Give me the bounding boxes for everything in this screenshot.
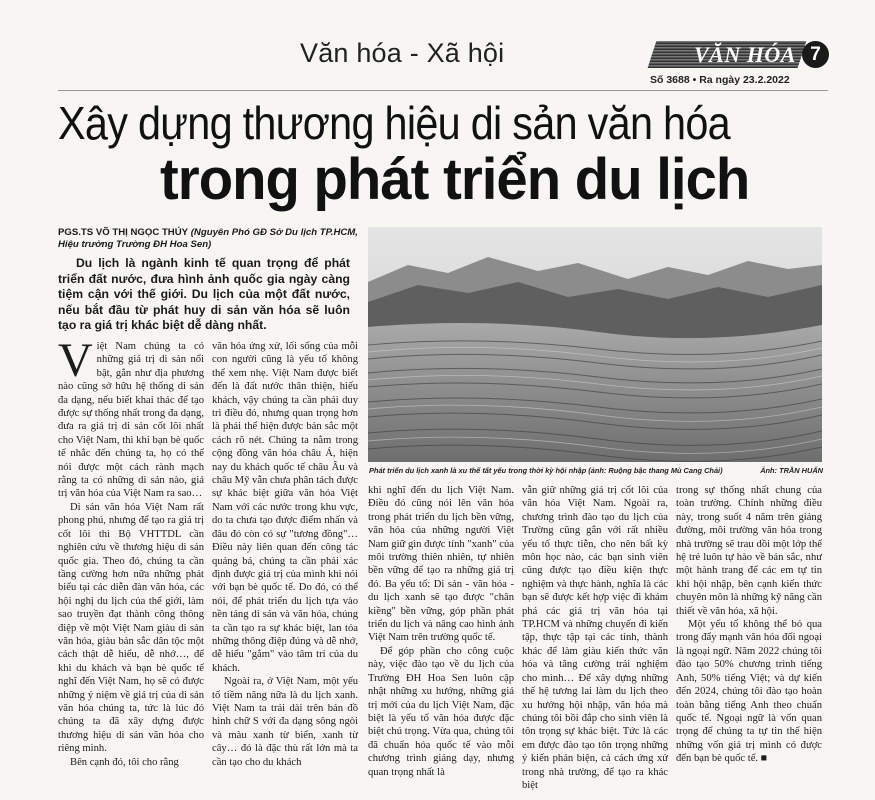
body-column-2: [212, 340, 358, 795]
body-paragraph: khi nghĩ đến du lịch Việt Nam. Điều đó cũng nói lên văn hóa trong phát triển du lịch bền vững, văn hóa của những người Việt Nam giữ gìn được tính "xanh" của môi trường thiên nhiên, tự nhiên bền vững để tạo ra những giá trị đó. Ba yếu tố: Di sản - văn hóa - du lịch xanh sẽ tạo được "chân kiềng" bền vững, góp phần phát triển du lịch và nâng cao hình ảnh Việt Nam trên trường quốc tế.: [368, 485, 514, 644]
body-paragraph: Ngoài ra, ở Việt Nam, một yếu tố tiềm năng nữa là du lịch xanh. Việt Nam ta trải dài trên bản đồ hình chữ S với đa dạng sông ngòi và màu xanh từ biển, xanh từ cây… đó là đặc thù rất lớn mà ta cần tạo cho du khách: [212, 676, 358, 768]
issue-info: Số 3688 • Ra ngày 23.2.2022: [650, 74, 790, 86]
page-number: 7: [802, 41, 829, 68]
body-paragraph: văn hóa ứng xử, lối sống của mỗi con người cũng là yếu tố không thể xem nhẹ. Việt Nam được biết đến là đất nước thân thiện, hiếu khách, vậy chúng ta cần phải duy trì điều đó, nhưng quan trọng hơn là phải thể hiện được bản sắc một cách rõ nét. Chúng ta nằm trong cộng đồng văn hóa châu Á, hiện nay du khách quốc tế châu Âu và châu Mỹ vẫn chưa phân tách được sự khác biệt giữa văn hóa Việt Nam với các nước trong khu vực, do ta chưa tạo được điểm nhấn và đâu đó còn có sự "tương đồng"… Điều này liên quan đến công tác quảng bá, chúng ta cần phải xác định được giá trị của mình khi nói với bạn bè quốc tế. Do đó, có thể nói, để phát triển du lịch tựa vào nền tảng di sản và văn hóa, chúng ta cần tạo ra sự khác biệt, lan tỏa những thông điệp đúng và dễ nhớ, dễ hiểu "gắm" vào tâm trí của du khách.: [212, 341, 358, 674]
body-column-5: [676, 484, 822, 800]
tag-label: VĂN HÓA: [694, 42, 796, 67]
body-paragraph: vẫn giữ những giá trị cốt lõi của văn hóa Việt Nam. Ngoài ra, chương trình đào tạo du lịch của Trường cũng gắn với rất nhiều yếu tố thực tiễn, cho nên bất kỳ môn học nào, các bạn sinh viên cũng được tạo điều kiện thực nghiệm và thực hành, nghĩa là các bạn sẽ được kết hợp việc đi khám phá các giá trị văn hóa tại TP.HCM và những chuyến đi kiến tập, thực tập tại các tỉnh, thành khác để làm giàu kiến thức văn hóa và tăng cường trải nghiệm cho mình… Để xây dựng những thế hệ tương lai làm du lịch theo xu hướng hội nhập, văn hóa mà chúng tôi bồi đắp cho sinh viên là tôn trọng sự khác biệt. Tức là các em được đào tạo tôn trọng những ý kiến phản biện, cả cách ứng xử trong nhà trường, để tạo ra khác biệt: [522, 485, 668, 791]
drop-cap: V: [58, 340, 93, 387]
body-paragraph: Một yếu tố không thể bỏ qua trong đẩy mạnh văn hóa đối ngoại là ngoại ngữ. Năm 2022 chúng tôi đào tạo 50% chương trình tiếng Anh, 50% tiếng Việt; và dự kiến đến 2024, chúng tôi đào tạo hoàn toàn bằng tiếng Anh theo chuẩn quốc tế. Ngoại ngữ là vốn quan trọng để chúng ta tự tin thể hiện những vốn giá trị mình có được đến bạn bè quốc tế. ■: [676, 619, 822, 765]
photo-credit: Ảnh: TRẦN HUẤN: [760, 466, 823, 475]
body-column-4: [522, 484, 668, 800]
body-column-1: [58, 340, 204, 795]
byline-author: PGS.TS VÕ THỊ NGỌC THÚY: [58, 227, 189, 238]
lead-paragraph: Du lịch là ngành kinh tế quan trọng để phát triển đất nước, đưa hình ảnh quốc gia ngày càng tiệm cận với thế giới. Du lịch của một đất nước, nếu bắt đầu từ phát huy di sản văn hóa sẽ luôn tạo ra giá trị khác biệt dễ dàng nhất.: [58, 256, 350, 332]
section-tag: [652, 41, 830, 68]
byline: [58, 227, 378, 251]
headline-line-2: trong phát triển du lịch: [160, 147, 750, 212]
body-paragraph: Để góp phần cho công cuộc này, việc đào tạo về du lịch của Trường ĐH Hoa Sen luôn cập nhật những xu hướng, những giá trị mới của du lịch Việt Nam, đặc biệt là yếu tố văn hóa được đặc biệt chú trọng. Vừa qua, chúng tôi đã chuẩn hóa quốc tế vào mỗi chương trình giảng dạy, nhưng quan trọng nhất là: [368, 645, 514, 778]
body-column-3: [368, 484, 514, 800]
rice-terrace-photo: [368, 227, 822, 462]
body-paragraph: Việt Nam chúng ta có những giá trị di sản nổi bật, gắn như địa phương nào cũng sở hữu hệ thống di sản đa dạng, nếu biết khai thác để tạo được sự thống nhất trong đa dạng, đưa ra giá trị di sản cốt lõi nhất cho Việt Nam, thì khi bạn bè quốc tế nhắc đến chúng ta, họ có thể nói được một cách rành mạch rằng ta có những di sản nào, giá trị văn hóa của Việt Nam ra sao…: [58, 340, 204, 500]
byline-role: (Nguyên Phó GĐ Sở Du lịch TP.HCM, Hiệu trưởng Trường ĐH Hoa Sen): [58, 227, 358, 250]
article-photo: [368, 227, 822, 462]
body-paragraph: Di sản văn hóa Việt Nam rất phong phú, nhưng để tạo ra giá trị cốt lõi thì Bộ VHTTDL cần nghiên cứu về thương hiệu di sản quốc gia. Theo đó, chúng ta cần tầng cường hơn nữa những phát biểu tại các diễn đàn văn hóa, các hội nghị du lịch của thế giới, làm sao truyền đạt thành công thông điệp về một Việt Nam giàu di sản văn hóa, giàu bản sắc dân tộc một cách thật dễ hiểu, dễ nhớ…, để khi du khách và bạn bè quốc tế nghĩ đến Việt Nam, họ sẽ có được những ý niệm về giá trị của di sản văn hóa chúng ta, tức là lúc đó chúng ta đã xây dựng được thương hiệu di sản văn hóa cho riêng mình.: [58, 501, 204, 755]
headline-line-1: Xây dựng thương hiệu di sản văn hóa: [58, 97, 730, 149]
section-title: Văn hóa - Xã hội: [300, 38, 505, 68]
body-paragraph: trong sự thống nhất chung của toàn trường. Chính những điều này, trong suốt 4 năm trên giảng đường, môi trường văn hóa trong nhà trường sẽ trau dồi một lớp thế hệ trẻ luôn tự hào về bản sắc, như một hành trang để các em tự tin khi hội nhập, bên cạnh kiến thức chuyên môn là những kỹ năng cần thiết về văn hóa, xã hội.: [676, 485, 822, 617]
header-divider: [58, 90, 828, 91]
body-paragraph: Bên cạnh đó, tôi cho rằng: [70, 756, 179, 768]
photo-caption: Phát triển du lịch xanh là xu thế tất yếu trong thời kỳ hội nhập (ảnh: Ruộng bậc thang Mù Cang Chải): [369, 466, 723, 475]
